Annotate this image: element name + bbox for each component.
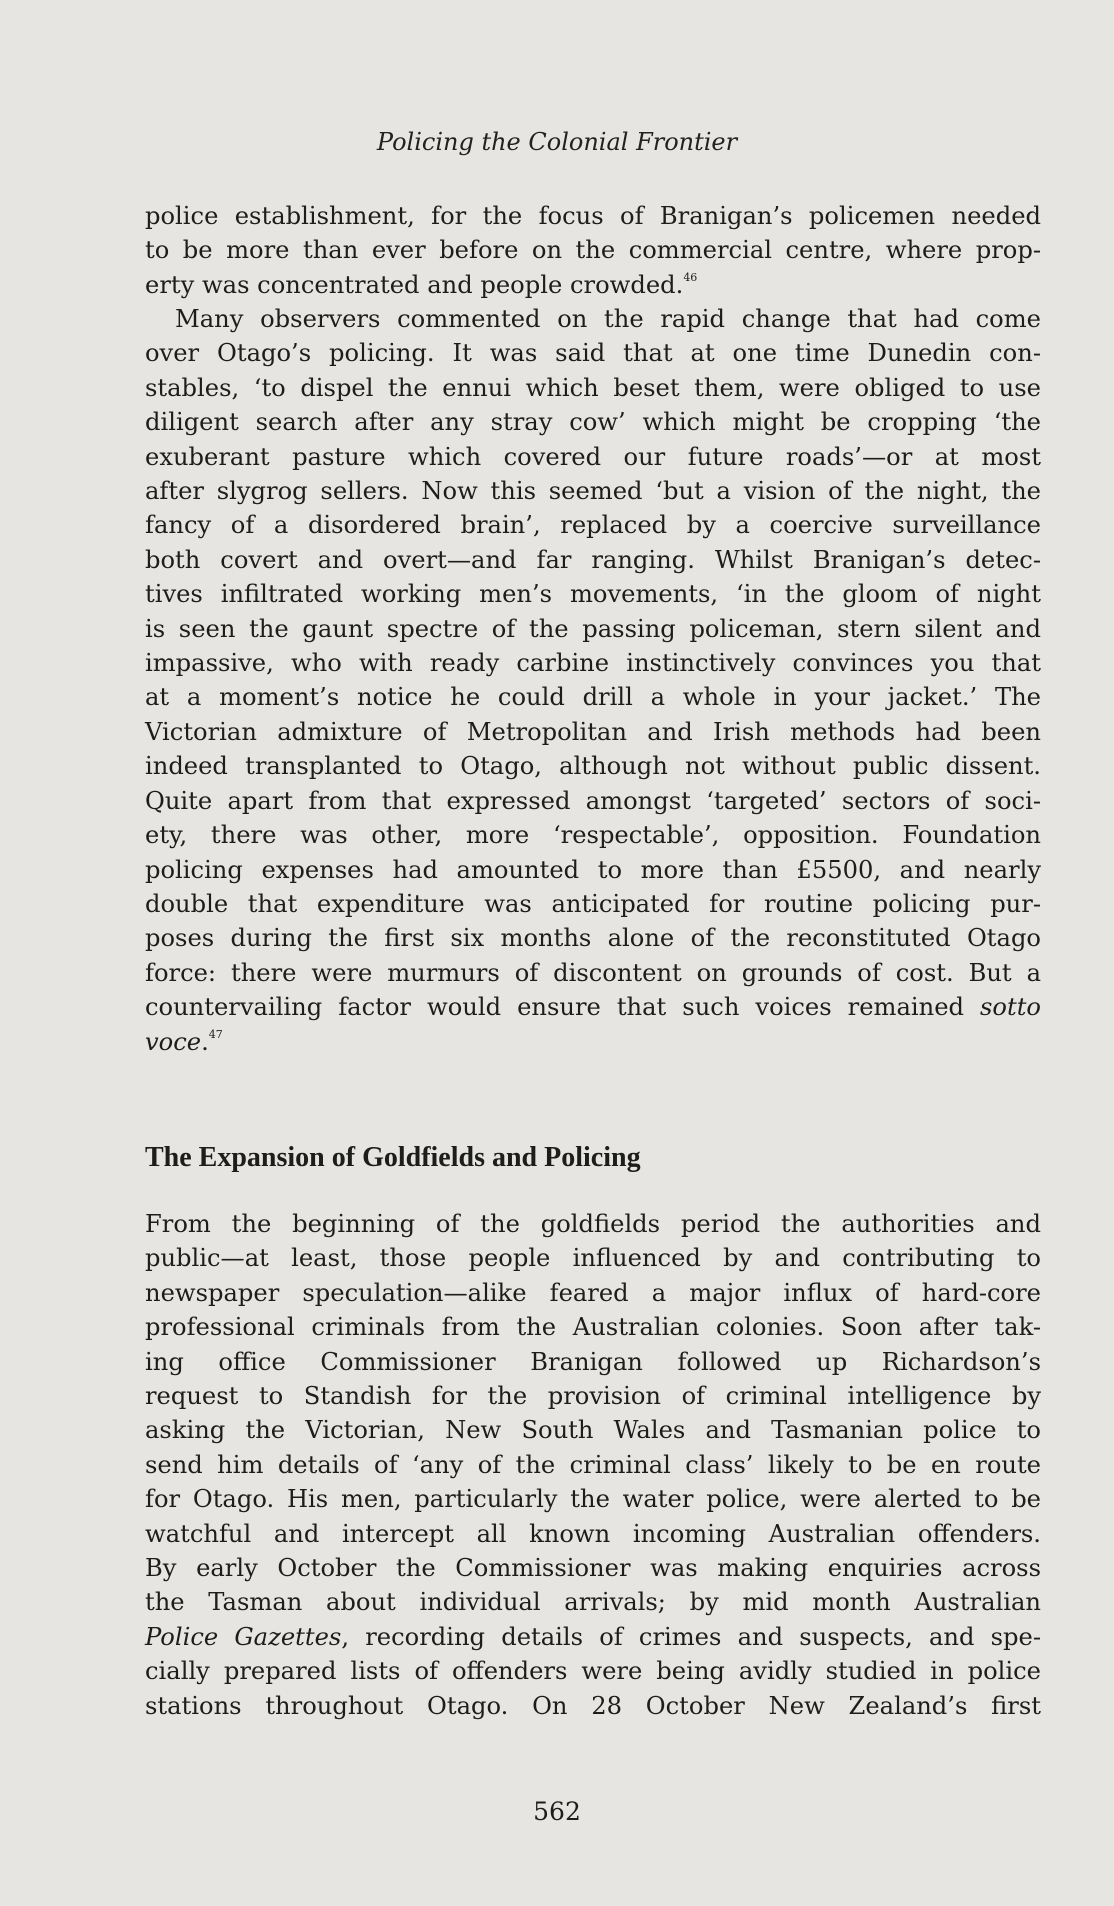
- paragraph-goldfields: [145, 1207, 1041, 1723]
- text-line: at a moment’s notice he could drill a whole in your jacket.’ The: [145, 683, 1041, 712]
- text-line: the Tasman about individual arrivals; by mid month Australian: [145, 1588, 1041, 1617]
- text-line: tives infiltrated working men’s movements, ‘in the gloom of night: [145, 580, 1041, 609]
- paragraph-observers: [145, 302, 1041, 1059]
- text-line: cially prepared lists of offenders were being avidly studied in police: [145, 1657, 1041, 1686]
- text-line: policing expenses had amounted to more than £5500, and nearly: [145, 855, 1041, 884]
- text-line: is seen the gaunt spectre of the passing policeman, stern silent and: [145, 614, 1041, 643]
- text-line: Quite apart from that expressed amongst ‘targeted’ sectors of soci-: [145, 786, 1041, 815]
- text-line: By early October the Commissioner was making enquiries across: [145, 1554, 1041, 1583]
- page-number: 562: [533, 1797, 581, 1826]
- footnote-ref: 46: [683, 270, 698, 284]
- italic-phrase: voce: [145, 1027, 202, 1056]
- italic-phrase: Police Gazettes: [145, 1622, 342, 1651]
- text-line: force: there were murmurs of discontent on grounds of cost. But a: [145, 958, 1041, 987]
- text-line: stables, ‘to dispel the ennui which beset them, were obliged to use: [145, 373, 1041, 402]
- text-line: request to Standish for the provision of criminal intelligence by: [145, 1382, 1041, 1411]
- text-line: indeed transplanted to Otago, although not without public dissent.: [145, 752, 1041, 781]
- text-line: Many observers commented on the rapid change that had come: [175, 305, 1041, 333]
- text-line: Victorian admixture of Metropolitan and Irish methods had been: [145, 717, 1041, 746]
- text-line: impassive, who with ready carbine instinctively convinces you that: [145, 649, 1041, 678]
- text-line: exuberant pasture which covered our future roads’—or at most: [145, 442, 1041, 471]
- text-line: stations throughout Otago. On 28 October New Zealand’s first: [145, 1691, 1041, 1720]
- text-line: to be more than ever before on the commercial centre, where prop-: [145, 236, 1041, 265]
- text-line: both covert and overt—and far ranging. Whilst Branigan’s detec-: [145, 545, 1041, 574]
- text-line: for Otago. His men, particularly the water police, were alerted to be: [145, 1485, 1041, 1514]
- text-line: erty was concentrated and people crowded.$^{46}$: [145, 270, 698, 299]
- text-line: countervailing factor would ensure that such voices remained sotto: [145, 993, 1041, 1022]
- italic-phrase: sotto: [980, 993, 1041, 1022]
- text-line: over Otago’s policing. It was said that at one time Dunedin con-: [145, 339, 1041, 368]
- text-line: professional criminals from the Australian colonies. Soon after tak-: [145, 1313, 1041, 1342]
- text-line: voce.$^{47}$: [145, 1027, 223, 1056]
- text-line: fancy of a disordered brain’, replaced by a coercive surveillance: [145, 511, 1041, 540]
- running-head: Policing the Colonial Frontier: [376, 128, 738, 156]
- section-heading: The Expansion of Goldfields and Policing: [145, 1142, 641, 1173]
- text-line: send him details of ‘any of the criminal class’ likely to be en route: [145, 1450, 1041, 1479]
- text-line: asking the Victorian, New South Wales and Tasmanian police to: [145, 1416, 1041, 1445]
- text-line: police establishment, for the focus of Branigan’s policemen needed: [145, 202, 1041, 230]
- text-line: From the beginning of the goldfields period the authorities and: [145, 1210, 1041, 1238]
- text-line: newspaper speculation—alike feared a major influx of hard-core: [145, 1278, 1041, 1307]
- text-line: after slygrog sellers. Now this seemed ‘but a vision of the night, the: [145, 477, 1041, 506]
- text-line: Police Gazettes, recording details of crimes and suspects, and spe-: [145, 1622, 1042, 1651]
- text-line: public—at least, those people influenced by and contributing to: [145, 1244, 1041, 1273]
- text-line: ety, there was other, more ‘respectable’, opposition. Foundation: [145, 821, 1041, 850]
- text-line: ing office Commissioner Branigan followed up Richardson’s: [145, 1347, 1041, 1376]
- text-line: poses during the first six months alone of the reconstituted Otago: [145, 924, 1041, 953]
- paragraph-continuation: [145, 199, 1041, 302]
- text-line: watchful and intercept all known incoming Australian offenders.: [145, 1519, 1041, 1548]
- footnote-ref: 47: [208, 1027, 223, 1041]
- text-line: diligent search after any stray cow’ which might be cropping ‘the: [145, 408, 1041, 437]
- text-line: double that expenditure was anticipated for routine policing pur-: [145, 889, 1041, 918]
